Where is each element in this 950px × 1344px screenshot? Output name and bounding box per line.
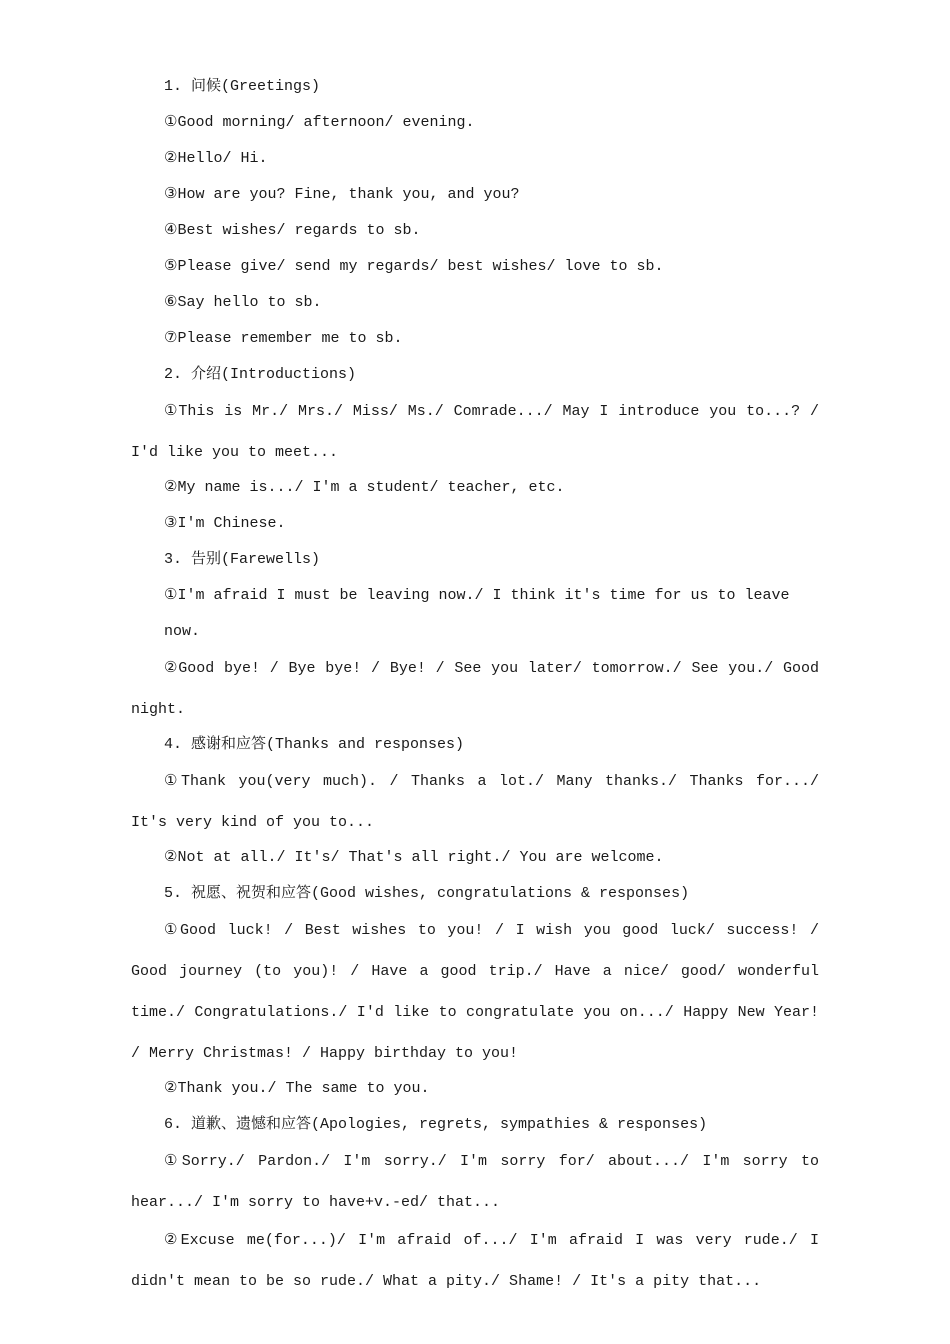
- list-item: ①Good luck! / Best wishes to you! / I wish you good luck/ success! / Good journey (to you)! / Have a good trip./ Have a nice/ good/ wonderful time./ Congratulations./ I'd like to congratulate you on.../ Happy New Year! / Merry Christmas! / Happy birthday to you!: [131, 922, 819, 1062]
- list-item: ⑥Say hello to sb.: [164, 294, 322, 311]
- list-item: ⑦Please remember me to sb.: [164, 330, 403, 347]
- section-heading-good-wishes: 5. 祝愿、祝贺和应答(Good wishes, congratulations & responses): [164, 885, 690, 902]
- list-item: ⑤Please give/ send my regards/ best wishes/ love to sb.: [164, 258, 664, 275]
- list-item: ②My name is.../ I'm a student/ teacher, etc.: [164, 479, 565, 496]
- list-item: ③I'm Chinese.: [164, 515, 286, 532]
- list-item: ②Good bye! / Bye bye! / Bye! / See you later/ tomorrow./ See you./ Good night.: [131, 660, 819, 718]
- list-item: ②Thank you./ The same to you.: [164, 1080, 430, 1097]
- list-item: ④Best wishes/ regards to sb.: [164, 222, 421, 239]
- section-heading-thanks: 4. 感谢和应答(Thanks and responses): [164, 736, 465, 753]
- list-item: ①Thank you(very much). / Thanks a lot./ Many thanks./ Thanks for.../ It's very kind of you to...: [131, 773, 819, 831]
- list-item: ①I'm afraid I must be leaving now./ I think it's time for us to leave now.: [164, 587, 799, 640]
- section-heading-apologies: 6. 道歉、遗憾和应答(Apologies, regrets, sympathies & responses): [164, 1116, 708, 1133]
- section-heading-greetings: 1. 问候(Greetings): [164, 78, 321, 95]
- list-item: ③How are you? Fine, thank you, and you?: [164, 186, 520, 203]
- section-heading-farewells: 3. 告别(Farewells): [164, 551, 321, 568]
- list-item: ②Hello/ Hi.: [164, 150, 268, 167]
- list-item: ①Sorry./ Pardon./ I'm sorry./ I'm sorry for/ about.../ I'm sorry to hear.../ I'm sorry to have+v.-ed/ that...: [131, 1153, 819, 1211]
- list-item: ②Excuse me(for...)/ I'm afraid of.../ I'm afraid I was very rude./ I didn't mean to be so rude./ What a pity./ Shame! / It's a pity that...: [131, 1232, 819, 1290]
- list-item: ①This is Mr./ Mrs./ Miss/ Ms./ Comrade.../ May I introduce you to...? / I'd like you to meet...: [131, 403, 819, 461]
- section-heading-introductions: 2. 介绍(Introductions): [164, 366, 357, 383]
- document-page: [131, 69, 819, 1299]
- list-item: ①Good morning/ afternoon/ evening.: [164, 114, 475, 131]
- list-item: ②Not at all./ It's/ That's all right./ You are welcome.: [164, 849, 664, 866]
